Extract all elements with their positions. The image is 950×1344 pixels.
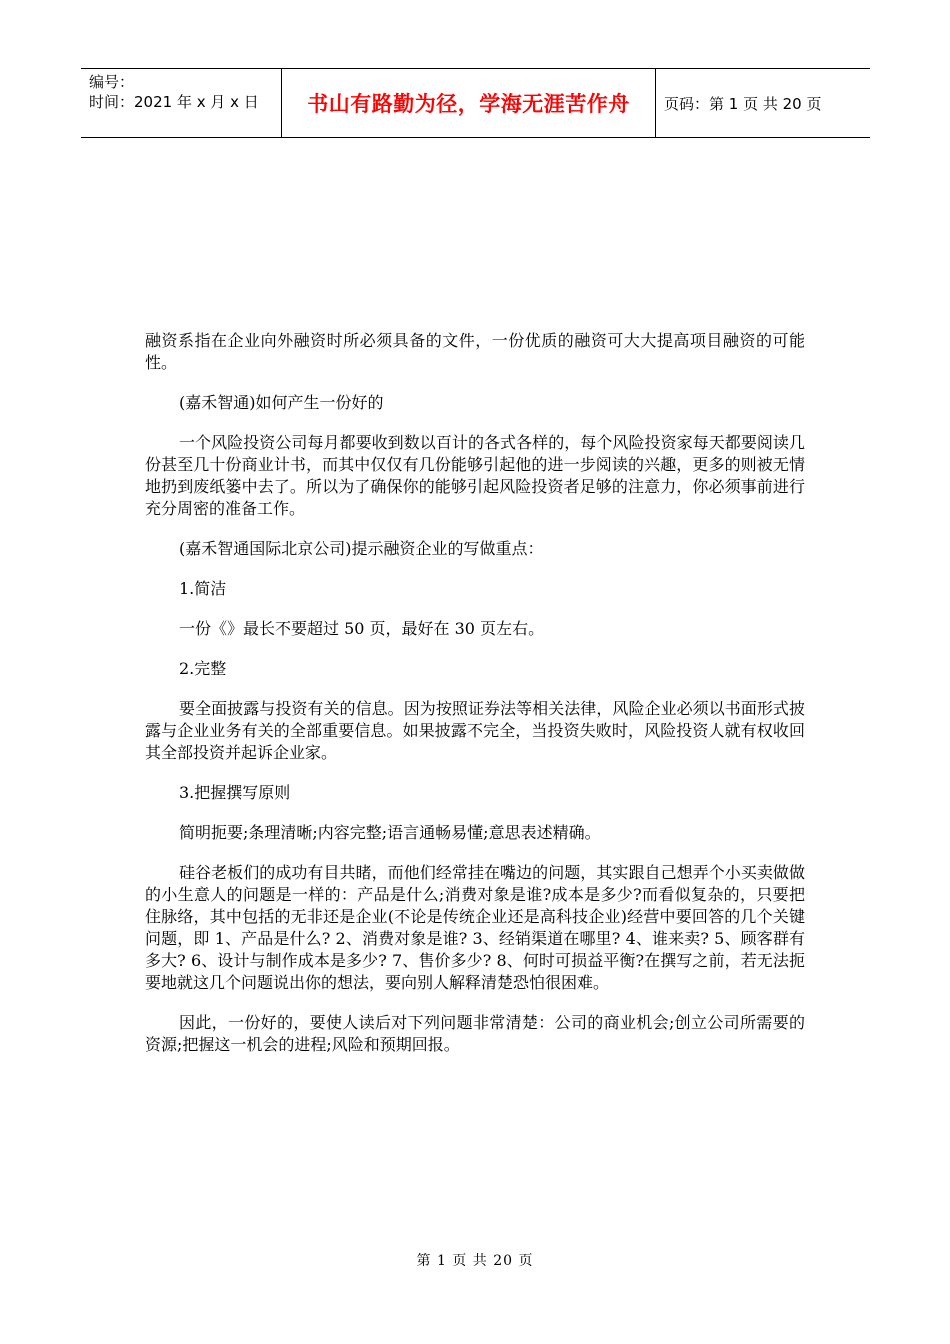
paragraph: 硅谷老板们的成功有目共睹，而他们经常挂在嘴边的问题，其实跟自己想弄个小买卖做做的小生意人的问题是一样的：产品是什么;消费对象是谁?成本是多少?而看似复杂的，只要把住脉络，其中包括的无非还是企业(不论是传统企业还是高科技企业)经营中要回答的几个关键问题，即 1、产品是什么? 2、消费对象是谁? 3、经销渠道在哪里? 4、谁来卖? 5、顾客群有多大? 6、设计与制作成本是多少? 7、售价多少? 8、何时可损益平衡?在撰写之前，若无法扼要地就这几个问题说出你的想法，要向别人解释清楚恐怕很困难。 [145, 863, 805, 992]
section-heading: 2.完整 [179, 659, 227, 678]
paragraph: (嘉禾智通)如何产生一份好的 [179, 393, 384, 412]
paragraph: 一份《》最长不要超过 50 页，最好在 30 页左右。 [179, 619, 545, 638]
paragraph: 因此，一份好的，要使人读后对下列问题非常清楚：公司的商业机会;创立公司所需要的资源;把握这一机会的进程;风险和预期回报。 [145, 1013, 805, 1054]
document-body [145, 330, 805, 1074]
header-page-info: 页码：第 1 页 共 20 页 [664, 94, 822, 113]
header-meta [81, 69, 282, 137]
section-heading: 3.把握撰写原则 [179, 783, 291, 802]
header-motto: 书山有路勤为径，学海无涯苦作舟 [282, 69, 656, 137]
paragraph: 要全面披露与投资有关的信息。因为按照证券法等相关法律，风险企业必须以书面形式披露与企业业务有关的全部重要信息。如果披露不完全，当投资失败时，风险投资人就有权收回其全部投资并起诉企业家。 [145, 699, 805, 762]
paragraph: 一个风险投资公司每月都要收到数以百计的各式各样的，每个风险投资家每天都要阅读几份甚至几十份商业计书，而其中仅仅有几份能够引起他的进一步阅读的兴趣，更多的则被无情地扔到废纸篓中去了。所以为了确保你的能够引起风险投资者足够的注意力，你必须事前进行充分周密的准备工作。 [145, 433, 805, 518]
page-footer: 第 1 页 共 20 页 [416, 1253, 534, 1269]
document-time: 时间：2021 年 x 月 x 日 [89, 93, 259, 111]
document-number-label: 编号： [89, 73, 135, 91]
section-heading: 1.简洁 [179, 579, 227, 598]
paragraph: 简明扼要;条理清晰;内容完整;语言通畅易懂;意思表述精确。 [179, 823, 601, 842]
paragraph: 融资系指在企业向外融资时所必须具备的文件，一份优质的融资可大大提高项目融资的可能性。 [145, 331, 805, 372]
page-header [81, 68, 870, 138]
paragraph: (嘉禾智通国际北京公司)提示融资企业的写做重点： [179, 539, 544, 558]
